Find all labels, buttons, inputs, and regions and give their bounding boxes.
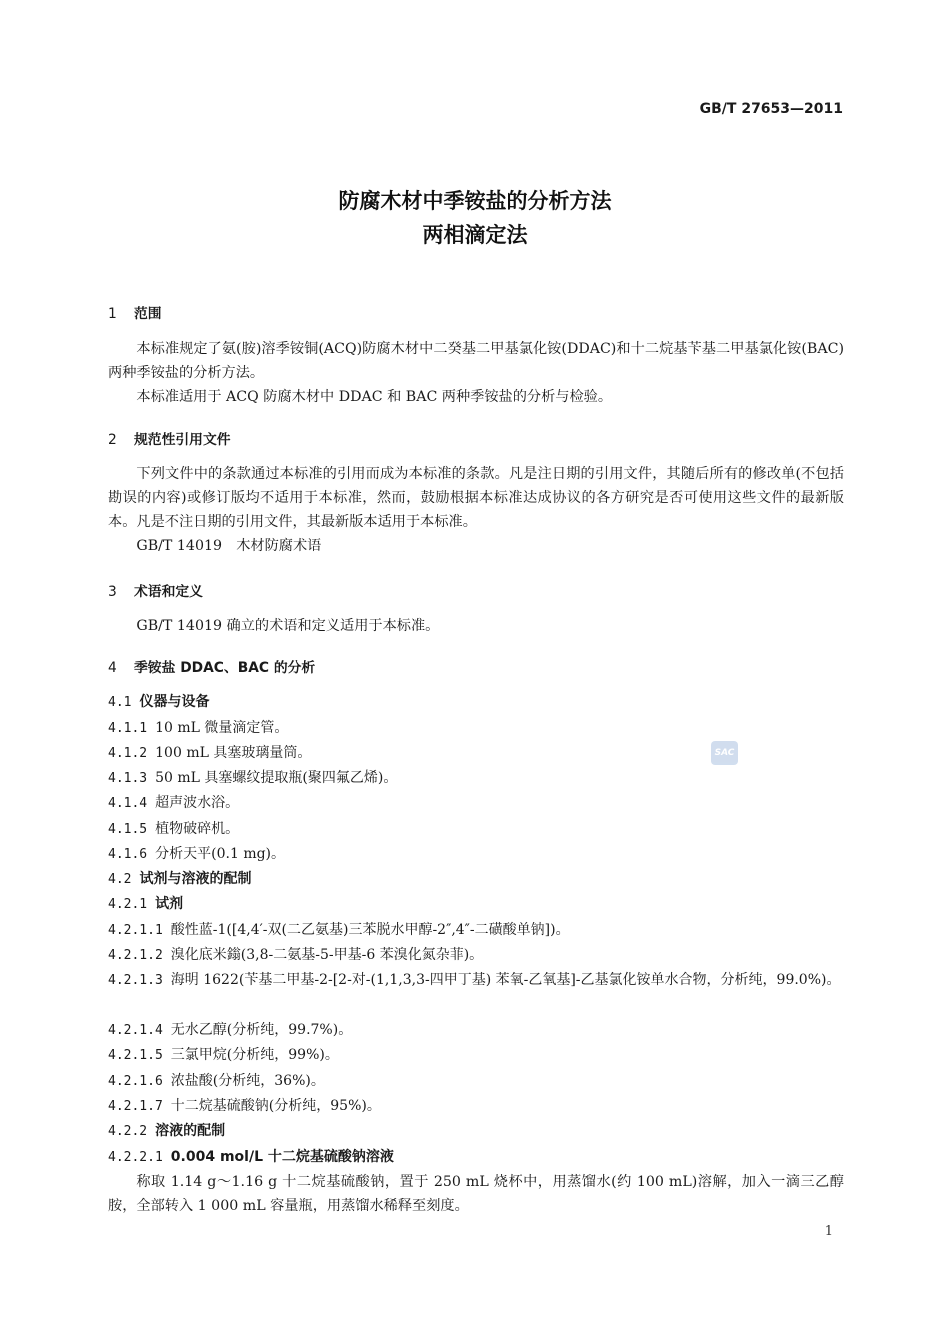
- section-number: 3: [108, 584, 117, 600]
- clause-4-2-1-5: [108, 1043, 844, 1068]
- clause-heading: 仪器与设备: [139, 694, 210, 710]
- clause-text: 浓盐酸(分析纯，36%)。: [170, 1073, 325, 1089]
- solution-procedure: [108, 1170, 844, 1218]
- subsection-4-2-2: [108, 1119, 844, 1144]
- clause-number: 4.2.1.2: [108, 948, 163, 963]
- paragraph: GB/T 14019 确立的术语和定义适用于本标准。: [136, 618, 440, 634]
- clause-number: 4.1.5: [108, 822, 148, 837]
- section-title: 范围: [134, 306, 162, 322]
- section-number: 1: [108, 306, 117, 322]
- clause-heading: 试剂: [155, 896, 184, 912]
- clause-text: 海明 1622(苄基二甲基-2-[2-对-(1,1,3,3-四甲丁基) 苯氧-乙氧基]-乙基氯化铵单水合物，分析纯，99.0%)。: [170, 972, 841, 988]
- clause-number: 4.2.1.1: [108, 923, 163, 938]
- normative-reference: GB/T 14019 木材防腐术语: [136, 538, 322, 554]
- clause-number: 4.1.2: [108, 746, 148, 761]
- section-2-body: [108, 462, 844, 558]
- subsection-4-2: [108, 867, 844, 892]
- clause-4-2-1-6: [108, 1069, 844, 1094]
- clause-4-2-1-1: [108, 918, 844, 943]
- section-heading-1: [108, 302, 162, 322]
- clause-number: 4.1: [108, 695, 132, 710]
- paragraph: 本标准适用于 ACQ 防腐木材中 DDAC 和 BAC 两种季铵盐的分析与检验。: [136, 389, 613, 405]
- clause-number: 4.1.4: [108, 796, 148, 811]
- section-heading-4: [108, 656, 315, 676]
- clause-number: 4.2.1.5: [108, 1048, 163, 1063]
- section-title: 季铵盐 DDAC、BAC 的分析: [134, 660, 316, 676]
- clause-text: 溴化底米鎓(3,8-二氨基-5-甲基-6 苯溴化氮杂菲)。: [170, 947, 484, 963]
- clause-number: 4.2: [108, 872, 132, 887]
- standard-number: GB/T 27653—2011: [699, 101, 843, 117]
- subsection-4-2-1: [108, 892, 844, 917]
- clause-number: 4.1.3: [108, 771, 148, 786]
- clause-number: 4.2.1.7: [108, 1099, 163, 1114]
- clause-number: 4.2.2.1: [108, 1150, 163, 1165]
- section-1-body: [108, 337, 844, 409]
- clause-4-2-1-7: [108, 1094, 844, 1119]
- clause-text: 100 mL 具塞玻璃量筒。: [155, 745, 312, 761]
- clause-4-2-1-2: [108, 943, 844, 968]
- clause-number: 4.1.6: [108, 847, 148, 862]
- section-heading-2: [108, 428, 231, 448]
- clause-text: 植物破碎机。: [155, 821, 240, 837]
- subsection-4-2-2-1: [108, 1145, 844, 1170]
- document-subtitle: 两相滴定法: [422, 223, 528, 247]
- clause-text: 无水乙醇(分析纯，99.7%)。: [170, 1022, 353, 1038]
- section-number: 2: [108, 432, 117, 448]
- clause-number: 4.2.1.3: [108, 973, 163, 988]
- section-3-body: [108, 614, 844, 638]
- clause-number: 4.2.2: [108, 1124, 148, 1139]
- clause-heading: 溶液的配制: [155, 1123, 226, 1139]
- clause-text: 50 mL 具塞螺纹提取瓶(聚四氟乙烯)。: [155, 770, 398, 786]
- sac-watermark-logo: SAC: [711, 741, 738, 765]
- clause-text: 超声波水浴。: [155, 795, 240, 811]
- clause-text: 十二烷基硫酸钠(分析纯，95%)。: [170, 1098, 381, 1114]
- clause-heading: 试剂与溶液的配制: [139, 871, 252, 887]
- clause-number: 4.2.1.4: [108, 1023, 163, 1038]
- clause-number: 4.1.1: [108, 721, 148, 736]
- section-number: 4: [108, 660, 117, 676]
- paragraph: 下列文件中的条款通过本标准的引用而成为本标准的条款。凡是注日期的引用文件，其随后所有的修改单(不包括勘误的内容)或修订版均不适用于本标准，然而，鼓励根据本标准达成协议的各方研究是否可使用这些文件的最新版本。凡是不注日期的引用文件，其最新版本适用于本标准。: [108, 466, 844, 530]
- clause-4-1-4: [108, 791, 844, 816]
- section-heading-3: [108, 580, 203, 600]
- clause-4-1-3: [108, 766, 844, 791]
- section-title: 规范性引用文件: [134, 432, 231, 448]
- document-title: 防腐木材中季铵盐的分析方法: [338, 189, 612, 213]
- clause-number: 4.2.1.6: [108, 1074, 163, 1089]
- clause-number: 4.2.1: [108, 897, 148, 912]
- clause-4-2-1-4: [108, 1018, 844, 1043]
- clause-text: 三氯甲烷(分析纯，99%)。: [170, 1047, 339, 1063]
- page-number: 1: [824, 1224, 833, 1239]
- clause-text: 酸性蓝-1([4,4′-双(二乙氨基)三苯脱水甲醇-2″,4″-二磺酸单钠])。: [170, 922, 570, 938]
- subsection-4-1: [108, 690, 844, 715]
- clause-heading: 0.004 mol/L 十二烷基硫酸钠溶液: [170, 1149, 394, 1165]
- clause-text: 10 mL 微量滴定管。: [155, 720, 289, 736]
- clause-4-1-1: [108, 716, 844, 741]
- paragraph: 称取 1.14 g～1.16 g 十二烷基硫酸钠，置于 250 mL 烧杯中，用蒸馏水(约 100 mL)溶解，加入一滴三乙醇胺，全部转入 1 000 mL 容量瓶，用蒸馏水稀释至刻度。: [108, 1174, 844, 1214]
- paragraph: 本标准规定了氨(胺)溶季铵铜(ACQ)防腐木材中二癸基二甲基氯化铵(DDAC)和十二烷基苄基二甲基氯化铵(BAC)两种季铵盐的分析方法。: [108, 341, 844, 381]
- clause-4-1-6: [108, 842, 844, 867]
- clause-4-2-1-3: [108, 968, 844, 993]
- clause-text: 分析天平(0.1 mg)。: [155, 846, 286, 862]
- clause-4-1-5: [108, 817, 844, 842]
- section-title: 术语和定义: [134, 584, 203, 600]
